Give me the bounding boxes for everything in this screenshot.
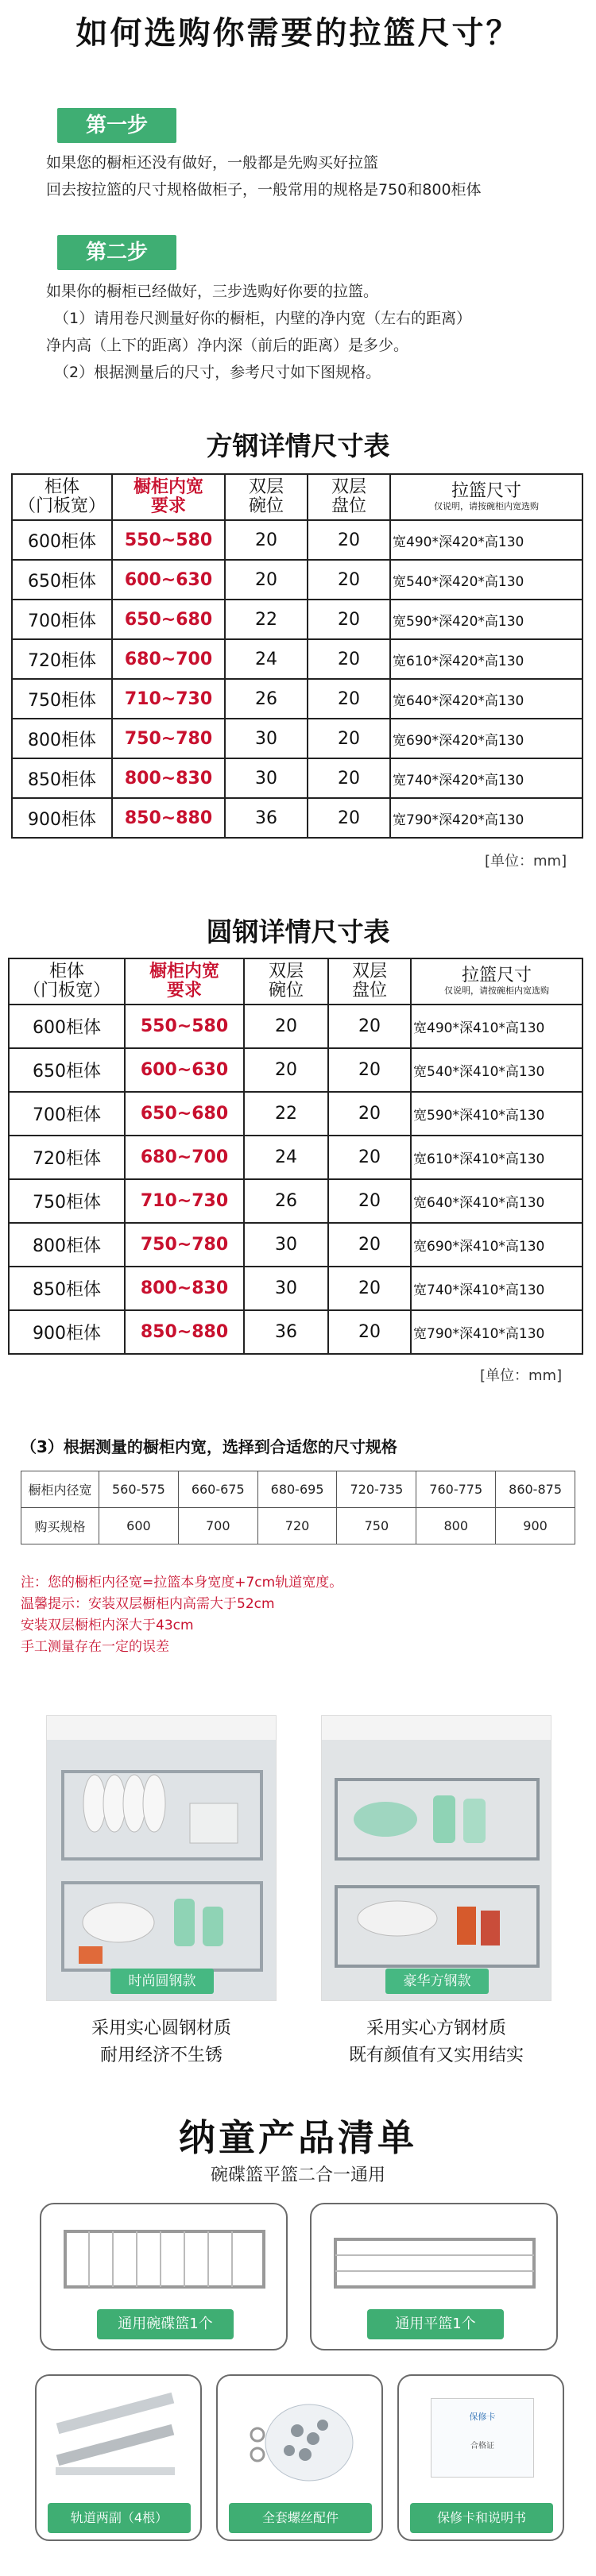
card-text: 保修卡 <box>469 2412 496 2422</box>
cell-bowl: 36 <box>225 798 308 838</box>
cell-basket-size: 宽610*深410*高130 <box>411 1136 582 1179</box>
step2-line: 如果你的橱柜已经做好，三步选购好你要的拉篮。 <box>46 283 379 300</box>
cell-bowl: 22 <box>225 600 308 639</box>
pick-cell: 700 <box>178 1508 257 1544</box>
table-row <box>9 1136 582 1179</box>
cell-cabinet: 720柜体 <box>12 639 112 679</box>
dish-basket-icon <box>57 2215 272 2303</box>
cell-plate: 20 <box>308 758 390 798</box>
cell-inner-width: 750~780 <box>112 719 225 758</box>
table-row <box>9 1092 582 1136</box>
pick-row-label: 橱柜内径宽 <box>21 1471 99 1508</box>
header-plate: 双层 盘位 <box>308 474 390 520</box>
header-inner-width: 橱柜内宽 要求 <box>125 958 244 1005</box>
note-line: 温馨提示：安装双层橱柜内高需大于52cm <box>21 1596 275 1612</box>
header-inner-width: 橱柜内宽 要求 <box>112 474 225 520</box>
table-row <box>9 1005 582 1048</box>
table-row <box>9 1267 582 1310</box>
cell-basket-size: 宽740*深410*高130 <box>411 1267 582 1310</box>
cell-basket-size: 宽590*深420*高130 <box>390 600 582 639</box>
product-item-label: 保修卡和说明书 <box>410 2503 553 2533</box>
cell-basket-size: 宽640*深420*高130 <box>390 679 582 719</box>
cell-bowl: 36 <box>244 1310 328 1354</box>
cell-cabinet: 850柜体 <box>12 758 112 798</box>
cell-inner-width: 680~700 <box>112 639 225 679</box>
step2-line: 净内高（上下的距离）净内深（前后的距离）是多少。 <box>46 337 409 354</box>
cell-plate: 20 <box>328 1267 411 1310</box>
table-row <box>9 1048 582 1092</box>
pick-cell: 750 <box>337 1508 416 1544</box>
cell-cabinet: 720柜体 <box>9 1136 125 1179</box>
cell-inner-width: 850~880 <box>125 1310 244 1354</box>
table-row <box>12 719 582 758</box>
cell-cabinet: 700柜体 <box>12 600 112 639</box>
cell-cabinet: 600柜体 <box>9 1005 125 1048</box>
product-item <box>397 2374 564 2541</box>
cell-bowl: 24 <box>244 1136 328 1179</box>
cell-cabinet: 650柜体 <box>12 560 112 600</box>
cell-basket-size: 宽740*深420*高130 <box>390 758 582 798</box>
pick-cell: 800 <box>416 1508 496 1544</box>
cell-plate: 20 <box>308 520 390 560</box>
header-basket-size: 拉篮尺寸 仅说明，请按碗柜内宽选购 <box>411 958 582 1005</box>
header-bowl: 双层 碗位 <box>225 474 308 520</box>
table-row <box>12 600 582 639</box>
cell-plate: 20 <box>308 560 390 600</box>
cell-basket-size: 宽590*深410*高130 <box>411 1092 582 1136</box>
product-item <box>216 2374 383 2541</box>
cell-plate: 20 <box>308 679 390 719</box>
cell-inner-width: 850~880 <box>112 798 225 838</box>
product-item-label: 轨道两副（4根） <box>48 2503 191 2533</box>
header-bowl: 双层 碗位 <box>244 958 328 1005</box>
table-row <box>12 679 582 719</box>
cell-inner-width: 710~730 <box>125 1179 244 1223</box>
step1-text <box>46 149 482 203</box>
cell-inner-width: 600~630 <box>112 560 225 600</box>
cell-plate: 20 <box>328 1310 411 1354</box>
pick-cell: 560-575 <box>99 1471 179 1508</box>
cell-cabinet: 850柜体 <box>9 1267 125 1310</box>
pick-cell: 660-675 <box>178 1471 257 1508</box>
table-row <box>12 639 582 679</box>
cell-cabinet: 600柜体 <box>12 520 112 560</box>
cell-cabinet: 900柜体 <box>9 1310 125 1354</box>
flat-basket-icon <box>327 2215 542 2303</box>
cell-inner-width: 710~730 <box>112 679 225 719</box>
cell-inner-width: 600~630 <box>125 1048 244 1092</box>
round-table-title: 圆钢详情尺寸表 <box>206 916 390 947</box>
product-item <box>40 2203 288 2350</box>
step2-line: （1）请用卷尺测量好你的橱柜，内壁的净内宽（左右的距离） <box>54 310 472 327</box>
square-steel-badge: 豪华方钢款 <box>385 1969 489 1994</box>
step2-text <box>46 278 471 386</box>
pick-cell: 680-695 <box>257 1471 337 1508</box>
pick-cell: 900 <box>496 1508 575 1544</box>
dish-rack-icon <box>47 1716 277 2001</box>
cell-basket-size: 宽690*深410*高130 <box>411 1223 582 1267</box>
rail-icon <box>48 2392 191 2487</box>
pick-row-label: 购买规格 <box>21 1508 99 1544</box>
square-unit-label: [单位：mm] <box>485 853 567 870</box>
cell-plate: 20 <box>308 639 390 679</box>
cell-basket-size: 宽610*深420*高130 <box>390 639 582 679</box>
cell-plate: 20 <box>328 1005 411 1048</box>
pick-cell: 860-875 <box>496 1471 575 1508</box>
table-row <box>12 520 582 560</box>
cell-basket-size: 宽540*深410*高130 <box>411 1048 582 1092</box>
cell-bowl: 30 <box>225 758 308 798</box>
square-size-table <box>11 473 583 839</box>
style-desc-line: 耐用经济不生锈 <box>99 2046 223 2065</box>
step2-badge: 第二步 <box>57 235 176 270</box>
cell-bowl: 26 <box>225 679 308 719</box>
pick-row-buy-size <box>21 1508 575 1544</box>
table-row <box>12 798 582 838</box>
square-steel-desc <box>305 2015 567 2069</box>
product-list-title: 纳童产品清单 <box>179 2116 417 2159</box>
step1-badge: 第一步 <box>57 108 176 143</box>
cell-cabinet: 650柜体 <box>9 1048 125 1092</box>
pick-cell: 720-735 <box>337 1471 416 1508</box>
table-row <box>9 1310 582 1354</box>
cell-basket-size: 宽690*深420*高130 <box>390 719 582 758</box>
round-size-table <box>8 958 583 1355</box>
cell-plate: 20 <box>328 1223 411 1267</box>
cell-plate: 20 <box>308 719 390 758</box>
cell-inner-width: 680~700 <box>125 1136 244 1179</box>
cell-plate: 20 <box>328 1136 411 1179</box>
header-cabinet: 柜体 （门板宽） <box>12 474 112 520</box>
cell-cabinet: 800柜体 <box>9 1223 125 1267</box>
pick-cell: 720 <box>257 1508 337 1544</box>
cell-basket-size: 宽790*深420*高130 <box>390 798 582 838</box>
cell-bowl: 30 <box>244 1267 328 1310</box>
cell-basket-size: 宽490*深420*高130 <box>390 520 582 560</box>
cell-cabinet: 900柜体 <box>12 798 112 838</box>
header-basket-size: 拉篮尺寸 仅说明，请按碗柜内宽选购 <box>390 474 582 520</box>
pick-row-inner-width <box>21 1471 575 1508</box>
cell-bowl: 20 <box>244 1048 328 1092</box>
round-unit-label: [单位：mm] <box>480 1367 563 1384</box>
cell-cabinet: 700柜体 <box>9 1092 125 1136</box>
step1-line: 如果您的橱柜还没有做好，一般都是先购买好拉篮 <box>46 154 379 172</box>
style-desc-line: 既有颜值有又实用结实 <box>348 2046 524 2065</box>
cell-cabinet: 750柜体 <box>9 1179 125 1223</box>
cell-basket-size: 宽540*深420*高130 <box>390 560 582 600</box>
warranty-card-icon <box>431 2398 534 2478</box>
cell-plate: 20 <box>328 1092 411 1136</box>
dish-rack-icon <box>322 1716 551 2001</box>
header-plate: 双层 盘位 <box>328 958 411 1005</box>
table-header-row <box>9 958 582 1005</box>
cell-cabinet: 750柜体 <box>12 679 112 719</box>
card-text: 合格证 <box>470 2442 494 2451</box>
product-item <box>35 2374 202 2541</box>
note-line: 安装双层橱柜内深大于43cm <box>21 1618 194 1633</box>
cell-inner-width: 800~830 <box>112 758 225 798</box>
table-header-row <box>12 474 582 520</box>
cell-bowl: 30 <box>244 1223 328 1267</box>
cell-inner-width: 750~780 <box>125 1223 244 1267</box>
cell-bowl: 22 <box>244 1092 328 1136</box>
cell-bowl: 20 <box>225 560 308 600</box>
cell-basket-size: 宽490*深410*高130 <box>411 1005 582 1048</box>
product-item <box>310 2203 558 2350</box>
table-row <box>12 560 582 600</box>
screws-icon <box>234 2387 369 2498</box>
step2-line: （2）根据测量后的尺寸，参考尺寸如下图规格。 <box>54 364 381 381</box>
pick-cell: 600 <box>99 1508 179 1544</box>
cell-bowl: 20 <box>244 1005 328 1048</box>
round-steel-photo <box>46 1715 277 2001</box>
product-item-label: 通用碗碟篮1个 <box>97 2309 234 2339</box>
style-desc-line: 采用实心圆钢材质 <box>91 2019 231 2038</box>
cell-inner-width: 650~680 <box>125 1092 244 1136</box>
cell-bowl: 20 <box>225 520 308 560</box>
style-desc-line: 采用实心方钢材质 <box>366 2019 506 2038</box>
step1-line: 回去按拉篮的尺寸规格做柜子，一般常用的规格是750和800柜体 <box>46 181 482 199</box>
cell-inner-width: 650~680 <box>112 600 225 639</box>
step3-title: （3）根据测量的橱柜内宽，选择到合适您的尺寸规格 <box>21 1437 397 1456</box>
note-line: 手工测量存在一定的误差 <box>21 1639 169 1655</box>
pick-cell: 760-775 <box>416 1471 496 1508</box>
cell-inner-width: 800~830 <box>125 1267 244 1310</box>
table-row <box>9 1223 582 1267</box>
product-item-label: 全套螺丝配件 <box>229 2503 372 2533</box>
square-table-title: 方钢详情尺寸表 <box>206 430 390 461</box>
round-steel-badge: 时尚圆钢款 <box>110 1969 214 1994</box>
product-list-subtitle: 碗碟篮平篮二合一通用 <box>210 2165 385 2185</box>
cell-inner-width: 550~580 <box>125 1005 244 1048</box>
cell-basket-size: 宽790*深410*高130 <box>411 1310 582 1354</box>
note-line: 注：您的橱柜内径宽=拉篮本身宽度+7cm轨道宽度。 <box>21 1575 343 1591</box>
table-row <box>9 1179 582 1223</box>
cell-plate: 20 <box>328 1179 411 1223</box>
round-steel-desc <box>30 2015 292 2069</box>
product-item-label: 通用平篮1个 <box>367 2309 504 2339</box>
pick-size-table <box>21 1471 575 1544</box>
page-title: 如何选购你需要的拉篮尺寸？ <box>75 15 521 52</box>
cell-cabinet: 800柜体 <box>12 719 112 758</box>
notes-block <box>21 1572 343 1658</box>
square-steel-photo <box>321 1715 551 2001</box>
cell-bowl: 26 <box>244 1179 328 1223</box>
header-cabinet: 柜体 （门板宽） <box>9 958 125 1005</box>
table-row <box>12 758 582 798</box>
cell-bowl: 30 <box>225 719 308 758</box>
cell-bowl: 24 <box>225 639 308 679</box>
cell-plate: 20 <box>328 1048 411 1092</box>
cell-plate: 20 <box>308 600 390 639</box>
cell-plate: 20 <box>308 798 390 838</box>
cell-inner-width: 550~580 <box>112 520 225 560</box>
cell-basket-size: 宽640*深410*高130 <box>411 1179 582 1223</box>
